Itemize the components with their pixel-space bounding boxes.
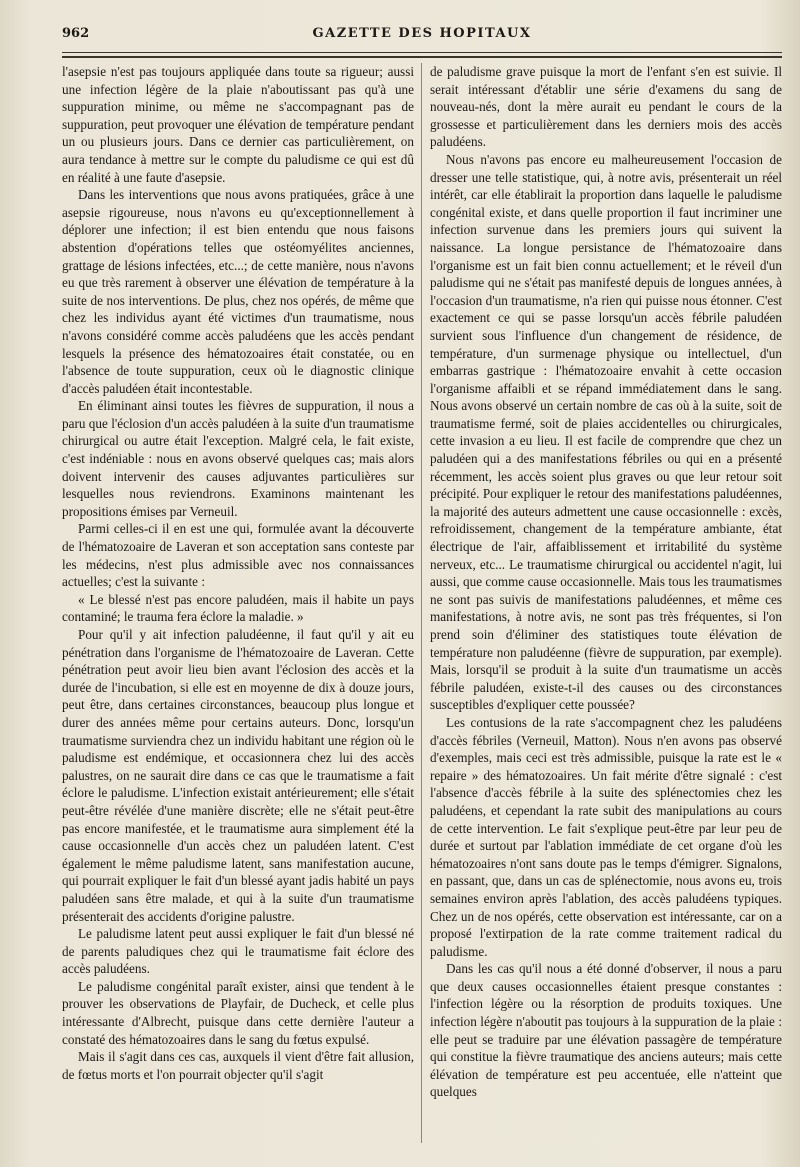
column-divider xyxy=(421,63,422,1143)
paragraph: l'asepsie n'est pas toujours appliquée dans toute sa rigueur; aussi une infection légère de la plaie n'aboutissant pas qu'à une suppuration minime, ou même ne s'accompagnant pas de suppuration, peut provoquer une élévation de température pendant un ou plusieurs jours. Dans ce dernier cas particulièrement, on aura tendance à mettre sur le compte du paludisme ce qui est dû en réalité à une faute d'asepsie. xyxy=(62,64,414,185)
paragraph: En éliminant ainsi toutes les fièvres de suppuration, il nous a paru que l'éclosion d'un accès paludéen à la suite d'un traumatisme chirurgical ou autre était l'exception. Malgré cela, le fait existe, c'est indéniable : nous en avons observé quelques cas; mais alors doivent intervenir des causes adjuvantes particulières sur lesquelles nous reviendrons. Examinons maintenant les propositions émises par Verneuil. xyxy=(62,398,414,519)
right-column xyxy=(430,63,782,1101)
paragraph: Pour qu'il y ait infection paludéenne, il faut qu'il y ait eu pénétration dans l'organisme de l'hématozoaire de Laveran. Cette pénétration peut avoir lieu bien avant l'éclosion des accès et la durée de l'incubation, si elle est en moyenne de dix à douze jours, peut être, dans certaines circonstances, beaucoup plus longue et durer des années même pour certains auteurs. Donc, lorsqu'un traumatisme surviendra chez un individu habitant une région où le paludisme est endémique, et occasionnera chez lui des accès palustres, on ne saurait dire dans ce cas que le traumatisme a fait éclore le paludisme. L'infection existait antérieurement; elle s'était peut-être révélée d'une manière discrète; elle ne s'était peut-être pas encore manifestée, et le traumatisme aura simplement été la cause occasionnelle d'un accès chez un paludéen latent. C'est également le même paludisme latent, sans manifestation aucune, qui pourrait expliquer le fait d'un blessé ayant jadis habité un pays paludéen sans être malade, et qui à la suite d'un traumatisme présenterait des accidents d'origine palustre. xyxy=(62,627,414,924)
paragraph: Les contusions de la rate s'accompagnent chez les paludéens d'accès fébriles (Verneuil, Matton). Nous n'en avons pas observé d'exemples, mais ceci est très admissible, puisque la rate est le « repaire » des hématozoaires. Un fait mérite d'être signalé : c'est l'absence d'accès fébrile à la suite des splénectomies chez les paludéens, et cependant la rate subit des manipulations au cours de cette intervention. Le fait s'explique peut-être par leur peu de durée et surtout par l'ablation immédiate de cet organe d'où les hématozoaires n'ont sans doute pas le temps d'émigrer. Signalons, en passant, que, dans un cas de splénectomie, nous avons eu, trois semaines environ après l'ablation, des accès paludéens typiques. Chez un de nos opérés, cette observation est intéressante, car on a proposé l'extirpation de la rate comme traitement radical du paludisme. xyxy=(430,714,782,959)
quotation: « Le blessé n'est pas encore paludéen, mais il habite un pays contaminé; le trauma fera éclore la maladie. » xyxy=(62,591,414,625)
left-column xyxy=(62,63,414,1083)
paragraph: Nous n'avons pas encore eu malheureusement l'occasion de dresser une telle statistique, qui, à notre avis, présenterait un réel intérêt, car elle établirait la proportion dans laquelle le paludisme congénital existe, et dans quelle proportion il faut incriminer une infection survenue dans les premiers jours qui suivent la naissance. La longue persistance de l'hématozoaire dans l'organisme est un fait bien connu actuellement; et le réveil d'un paludisme qui ne s'était pas manifesté depuis de longues années, à l'occasion d'un traumatisme, n'a rien qui puisse nous étonner. C'est exactement ce qui se passe lorsqu'un accès fébrile paludéen survient sous l'influence d'un changement de résidence, de température, d'un surmenage physique ou intellectuel, d'un embarras gastrique : l'hématozoaire envahit à cette occasion l'organisme affaibli et se répand immédiatement dans le sang. Nous avons observé un certain nombre de cas où à la suite, soit de traumatisme fermé, soit de plaies accidentelles ou chirurgicales, cette invasion a eu lieu. Il est facile de comprendre que chez un paludéen qui a des manifestations fébriles ou qui en a présenté récemment, les accès soient plus graves ou que leur retour soit précipité. Pour expliquer le retour des manifestations paludéennes, la majorité des auteurs admettent une cause occasionnelle : excès, refroidissement, changement de la température ambiante, état électrique de l'air, affaiblissement et irritabilité du système nerveux, etc... Le traumatisme chirurgical ou accidentel n'agit, lui aussi, que comme cause occasionnelle. Mais tous les traumatismes ne sont pas suivis de manifestations paludéennes, et même ces manifestations, à notre avis, ne sont pas très fréquentes, si l'on prend soin d'éliminer des statistiques toute élévation de température non paludéenne (fièvre de suppuration, par exemple). Mais, lorsqu'il se produit à la suite d'un traumatisme un accès fébrile paludéen, existe-t-il des causes ou des circonstances susceptibles d'expliquer cette poussée? xyxy=(430,151,782,713)
paragraph: Parmi celles-ci il en est une qui, formulée avant la découverte de l'hématozoaire de Laveran et son acceptation sans conteste par les médecins, n'est plus admissible avec nos connaissances actuelles; c'est la suivante : xyxy=(62,521,414,590)
page-header xyxy=(62,22,782,46)
paragraph: Mais il s'agit dans ces cas, auxquels il vient d'être fait allusion, de fœtus morts et l'on pourrait objecter qu'il s'agit xyxy=(62,1049,414,1082)
header-rule-thin xyxy=(62,52,782,53)
paragraph: Dans les cas qu'il nous a été donné d'observer, il nous a paru que deux causes occasionnelles étaient presque constantes : l'infection légère ou la résorption de produits toxiques. Une infection légère n'aboutit pas toujours à la suppuration de la plaie : elle peut se traduire par une élévation passagère de température qui constitue la fièvre traumatique des anciens auteurs; mais cette élévation de température est peu accentuée, elle n'atteint que quelques xyxy=(430,961,782,1100)
journal-title: GAZETTE DES HOPITAUX xyxy=(312,26,532,41)
paragraph: Dans les interventions que nous avons pratiquées, grâce à une asepsie rigoureuse, nous n'avons eu qu'exceptionnellement à déplorer une infection; il est bien entendu que nous faisons abstention d'opérations telles que ostéomyélites anciennes, grattage de lésions infectées, etc...; de cette manière, nous n'avons eu que très rarement à observer une élévation de température à la suite de nos interventions. De plus, chez nos opérés, de même que chez les individus ayant été victimes d'un traumatisme, nous n'avons considéré comme accès paludéens que les accès pendant lesquels la présence des hématozoaires était constatée, ou en l'absence de toute suppuration, ceux où le diagnostic clinique d'accès paludéen était incontestable. xyxy=(62,187,414,396)
paragraph: Le paludisme latent peut aussi expliquer le fait d'un blessé né de parents paludiques chez qui le traumatisme fait éclore des accès paludéens. xyxy=(62,926,414,977)
paragraph: Le paludisme congénital paraît exister, ainsi que tendent à le prouver les observations de Playfair, de Ducheck, et celle plus intéressante d'Albrecht, puisque dans cette dernière l'auteur a constaté des hématozoaires dans le sang du fœtus expulsé. xyxy=(62,978,414,1047)
paragraph: de paludisme grave puisque la mort de l'enfant s'en est suivie. Il serait intéressant d'établir une série d'examens du sang de nouveau-nés, dont la mère aurait eu pendant le cours de la grossesse et particulièrement dans les derniers mois des accès paludéens. xyxy=(430,64,782,150)
page-number: 962 xyxy=(62,26,90,41)
header-rule-thick xyxy=(62,56,782,58)
